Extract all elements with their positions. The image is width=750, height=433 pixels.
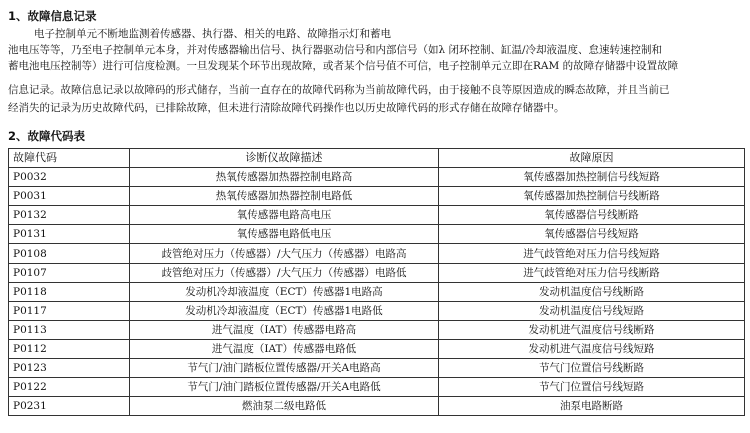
fault-cause-cell: 发动机进气温度信号线短路 [439, 339, 745, 358]
fault-cause-cell: 进气歧管绝对压力信号线短路 [439, 244, 745, 263]
header-cause: 故障原因 [439, 149, 745, 168]
fault-code-cell: P0132 [9, 206, 130, 225]
fault-description-cell: 歧管绝对压力（传感器）/大气压力（传感器）电路低 [130, 263, 439, 282]
paragraph-line-5: 经消失的记录为历史故障代码，已排除故障，但未进行清除故障代码操作也以历史故障代码的形式存储在故障存储器中。 [8, 102, 565, 114]
table-row [9, 320, 745, 339]
paragraph-line-3: 蓄电池电压控制等）进行可信度检测。一旦发现某个环节出现故障，或者某个信号值不可信，电子控制单元立即在RAM 的故障存储器中设置故障 [8, 60, 679, 72]
table-row [9, 378, 745, 397]
header-description: 诊断仪故障描述 [130, 149, 439, 168]
fault-description-cell: 氧传感器电路高电压 [130, 206, 439, 225]
table-row [9, 263, 745, 282]
fault-code-cell: P0112 [9, 339, 130, 358]
fault-code-cell: P0108 [9, 244, 130, 263]
table-row [9, 187, 745, 206]
fault-code-cell: P0117 [9, 301, 130, 320]
table-row [9, 244, 745, 263]
table-row [9, 301, 745, 320]
paragraph-line-2: 池电压等等，乃至电子控制单元本身，并对传感器输出信号、执行器驱动信号和内部信号（如λ 闭环控制、缸温/冷却液温度、怠速转速控制和 [8, 44, 663, 56]
fault-code-cell: P0123 [9, 359, 130, 378]
fault-code-cell: P0032 [9, 168, 130, 187]
table-row [9, 225, 745, 244]
fault-description-cell: 进气温度（IAT）传感器电路高 [130, 320, 439, 339]
fault-code-table [8, 148, 745, 416]
table-row [9, 359, 745, 378]
fault-code-cell: P0031 [9, 187, 130, 206]
fault-description-cell: 节气门/油门踏板位置传感器/开关A电路低 [130, 378, 439, 397]
fault-code-cell: P0231 [9, 397, 130, 416]
fault-description-cell: 发动机冷却液温度（ECT）传感器1电路高 [130, 282, 439, 301]
table-row [9, 282, 745, 301]
fault-code-cell: P0118 [9, 282, 130, 301]
table-row [9, 397, 745, 416]
fault-description-cell: 氧传感器电路低电压 [130, 225, 439, 244]
fault-cause-cell: 氧传感器信号线断路 [439, 206, 745, 225]
header-fault-code: 故障代码 [9, 149, 130, 168]
fault-cause-cell: 节气门位置信号线断路 [439, 359, 745, 378]
section-heading-fault-record: 1、故障信息记录 [8, 9, 97, 23]
fault-cause-cell: 发动机温度信号线短路 [439, 301, 745, 320]
fault-cause-cell: 油泵电路断路 [439, 397, 745, 416]
table-row [9, 206, 745, 225]
fault-cause-cell: 氧传感器加热控制信号线断路 [439, 187, 745, 206]
fault-description-cell: 发动机冷却液温度（ECT）传感器1电路低 [130, 301, 439, 320]
fault-description-cell: 进气温度（IAT）传感器电路低 [130, 339, 439, 358]
paragraph-line-4: 信息记录。故障信息记录以故障码的形式储存，当前一直存在的故障代码称为当前故障代码，由于接触不良等原因造成的瞬态故障，并且当前已 [8, 84, 670, 96]
fault-cause-cell: 氧传感器信号线短路 [439, 225, 745, 244]
table-row [9, 339, 745, 358]
fault-description-cell: 燃油泵二级电路低 [130, 397, 439, 416]
fault-description-cell: 歧管绝对压力（传感器）/大气压力（传感器）电路高 [130, 244, 439, 263]
section-heading-code-table: 2、故障代码表 [8, 129, 86, 143]
fault-code-cell: P0107 [9, 263, 130, 282]
fault-description-cell: 节气门/油门踏板位置传感器/开关A电路高 [130, 359, 439, 378]
fault-cause-cell: 发动机进气温度信号线断路 [439, 320, 745, 339]
paragraph-line-1: 电子控制单元不断地监测着传感器、执行器、相关的电路、故障指示灯和蓄电 [34, 28, 391, 40]
fault-code-cell: P0122 [9, 378, 130, 397]
table-header-row [9, 149, 745, 168]
fault-description-cell: 热氧传感器加热器控制电路高 [130, 168, 439, 187]
fault-code-cell: P0113 [9, 320, 130, 339]
fault-cause-cell: 进气歧管绝对压力信号线断路 [439, 263, 745, 282]
table-row [9, 168, 745, 187]
fault-cause-cell: 氧传感器加热控制信号线短路 [439, 168, 745, 187]
fault-code-cell: P0131 [9, 225, 130, 244]
fault-cause-cell: 节气门位置信号线短路 [439, 378, 745, 397]
fault-description-cell: 热氧传感器加热器控制电路低 [130, 187, 439, 206]
fault-cause-cell: 发动机温度信号线断路 [439, 282, 745, 301]
